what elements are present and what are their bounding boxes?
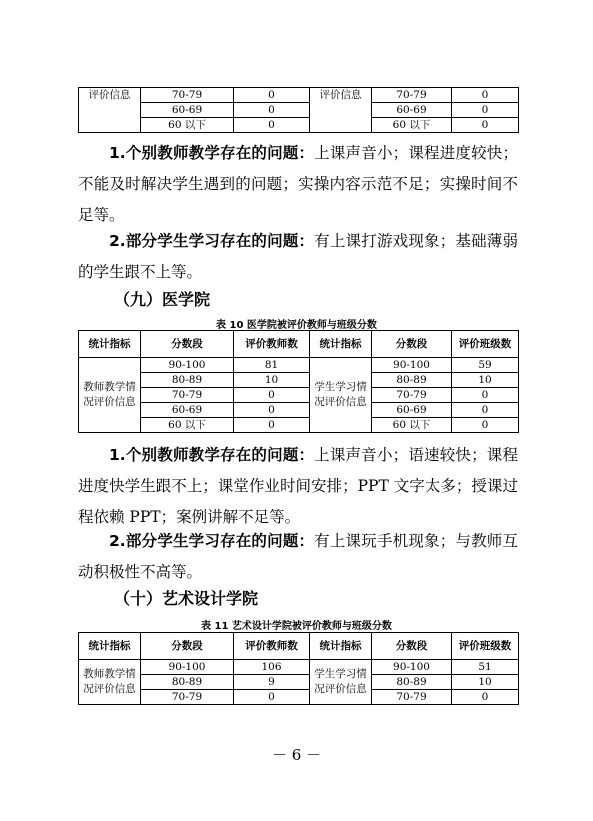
count-cell: 0: [234, 118, 310, 133]
column-header: 统计指标: [79, 331, 141, 358]
score-range: 90-100: [372, 660, 452, 675]
column-header: 分数段: [372, 331, 452, 358]
score-range: 90-100: [141, 358, 234, 373]
score-range: 60 以下: [141, 418, 234, 433]
page-number: － 6 －: [271, 746, 322, 764]
count-cell: 0: [234, 103, 310, 118]
count-cell: 0: [452, 118, 519, 133]
count-cell: 9: [234, 675, 310, 690]
score-range: 70-79: [141, 388, 234, 403]
score-range: 90-100: [141, 660, 234, 675]
table-row: [79, 88, 519, 103]
table-11: [78, 632, 519, 705]
column-header: 分数段: [141, 633, 234, 660]
paragraph-lead: 2.部分学生学习存在的问题：: [109, 532, 315, 550]
score-range: 70-79: [372, 88, 452, 103]
table-row: [79, 358, 519, 373]
score-range: 80-89: [141, 675, 234, 690]
count-cell: 0: [234, 88, 310, 103]
row-label: 教师教学情况评价信息: [79, 660, 141, 705]
column-header: 分数段: [141, 331, 234, 358]
section-heading: （十）艺术设计学院: [114, 589, 259, 608]
table-caption: 表 11 艺术设计学院被评价教师与班级分数: [201, 621, 392, 632]
count-cell: 0: [452, 403, 519, 418]
count-cell: 59: [452, 358, 519, 373]
column-header: 统计指标: [310, 331, 372, 358]
score-range: 80-89: [141, 373, 234, 388]
paragraph-lead: 1.个别教师教学存在的问题：: [109, 144, 315, 162]
column-header: 评价班级数: [452, 633, 519, 660]
count-cell: 10: [234, 373, 310, 388]
count-cell: 0: [452, 418, 519, 433]
count-cell: 0: [234, 403, 310, 418]
score-range: 70-79: [372, 388, 452, 403]
count-cell: 10: [452, 675, 519, 690]
table-row: [79, 675, 519, 690]
column-header: 评价班级数: [452, 331, 519, 358]
table-9-continued: [78, 87, 519, 133]
row-label: 评价信息: [310, 88, 372, 133]
score-range: 80-89: [372, 675, 452, 690]
count-cell: 0: [452, 103, 519, 118]
score-range: 60 以下: [372, 418, 452, 433]
paragraph-text: 有上课打游戏现象；基础薄弱的学生跟不上等。: [78, 232, 518, 281]
paragraph-student-issues: [78, 526, 518, 588]
paragraph-text: 有上课玩手机现象；与教师互动积极性不高等。: [78, 532, 518, 581]
row-label: 评价信息: [79, 88, 141, 133]
paragraph-student-issues: [78, 226, 518, 288]
count-cell: 0: [234, 418, 310, 433]
column-header: 评价教师数: [234, 331, 310, 358]
score-range: 60-69: [141, 403, 234, 418]
paragraph-text: 上课声音小；课程进度较快；不能及时解决学生遇到的问题；实操内容示范不足；实操时间不足等。: [78, 144, 518, 224]
section-heading: （九）医学院: [114, 290, 211, 309]
table-row: [79, 418, 519, 433]
paragraph-teacher-issues: [78, 440, 518, 533]
paragraph-teacher-issues: [78, 138, 518, 231]
count-cell: 0: [452, 88, 519, 103]
paragraph-lead: 1.个别教师教学存在的问题：: [109, 446, 315, 464]
table-10: [78, 330, 519, 433]
score-range: 60-69: [372, 403, 452, 418]
paragraph-text: 上课声音小；语速较快；课程进度快学生跟不上；课堂作业时间安排；PPT 文字太多；授课过程依赖 PPT；案例讲解不足等。: [78, 446, 518, 526]
column-header: 统计指标: [79, 633, 141, 660]
score-range: 70-79: [141, 88, 234, 103]
table-row: [79, 103, 519, 118]
score-range: 60-69: [141, 103, 234, 118]
table-caption: 表 10 医学院被评价教师与班级分数: [216, 320, 377, 331]
count-cell: 81: [234, 358, 310, 373]
score-range: 70-79: [141, 690, 234, 705]
score-range: 60 以下: [372, 118, 452, 133]
column-header: 统计指标: [310, 633, 372, 660]
table-row: [79, 388, 519, 403]
score-range: 80-89: [372, 373, 452, 388]
count-cell: 0: [234, 388, 310, 403]
row-label: 教师教学情况评价信息: [79, 358, 141, 433]
column-header: 评价教师数: [234, 633, 310, 660]
table-row: [79, 660, 519, 675]
column-header: 分数段: [372, 633, 452, 660]
count-cell: 0: [234, 690, 310, 705]
table-row: [79, 373, 519, 388]
table-row: [79, 403, 519, 418]
table-row: [79, 690, 519, 705]
table-header-row: [79, 331, 519, 358]
row-label: 学生学习情况评价信息: [310, 660, 372, 705]
table-header-row: [79, 633, 519, 660]
table-row: [79, 118, 519, 133]
score-range: 70-79: [372, 690, 452, 705]
score-range: 90-100: [372, 358, 452, 373]
count-cell: 10: [452, 373, 519, 388]
row-label: 学生学习情况评价信息: [310, 358, 372, 433]
count-cell: 106: [234, 660, 310, 675]
count-cell: 0: [452, 388, 519, 403]
score-range: 60-69: [372, 103, 452, 118]
count-cell: 0: [452, 690, 519, 705]
score-range: 60 以下: [141, 118, 234, 133]
count-cell: 51: [452, 660, 519, 675]
paragraph-lead: 2.部分学生学习存在的问题：: [109, 232, 315, 250]
